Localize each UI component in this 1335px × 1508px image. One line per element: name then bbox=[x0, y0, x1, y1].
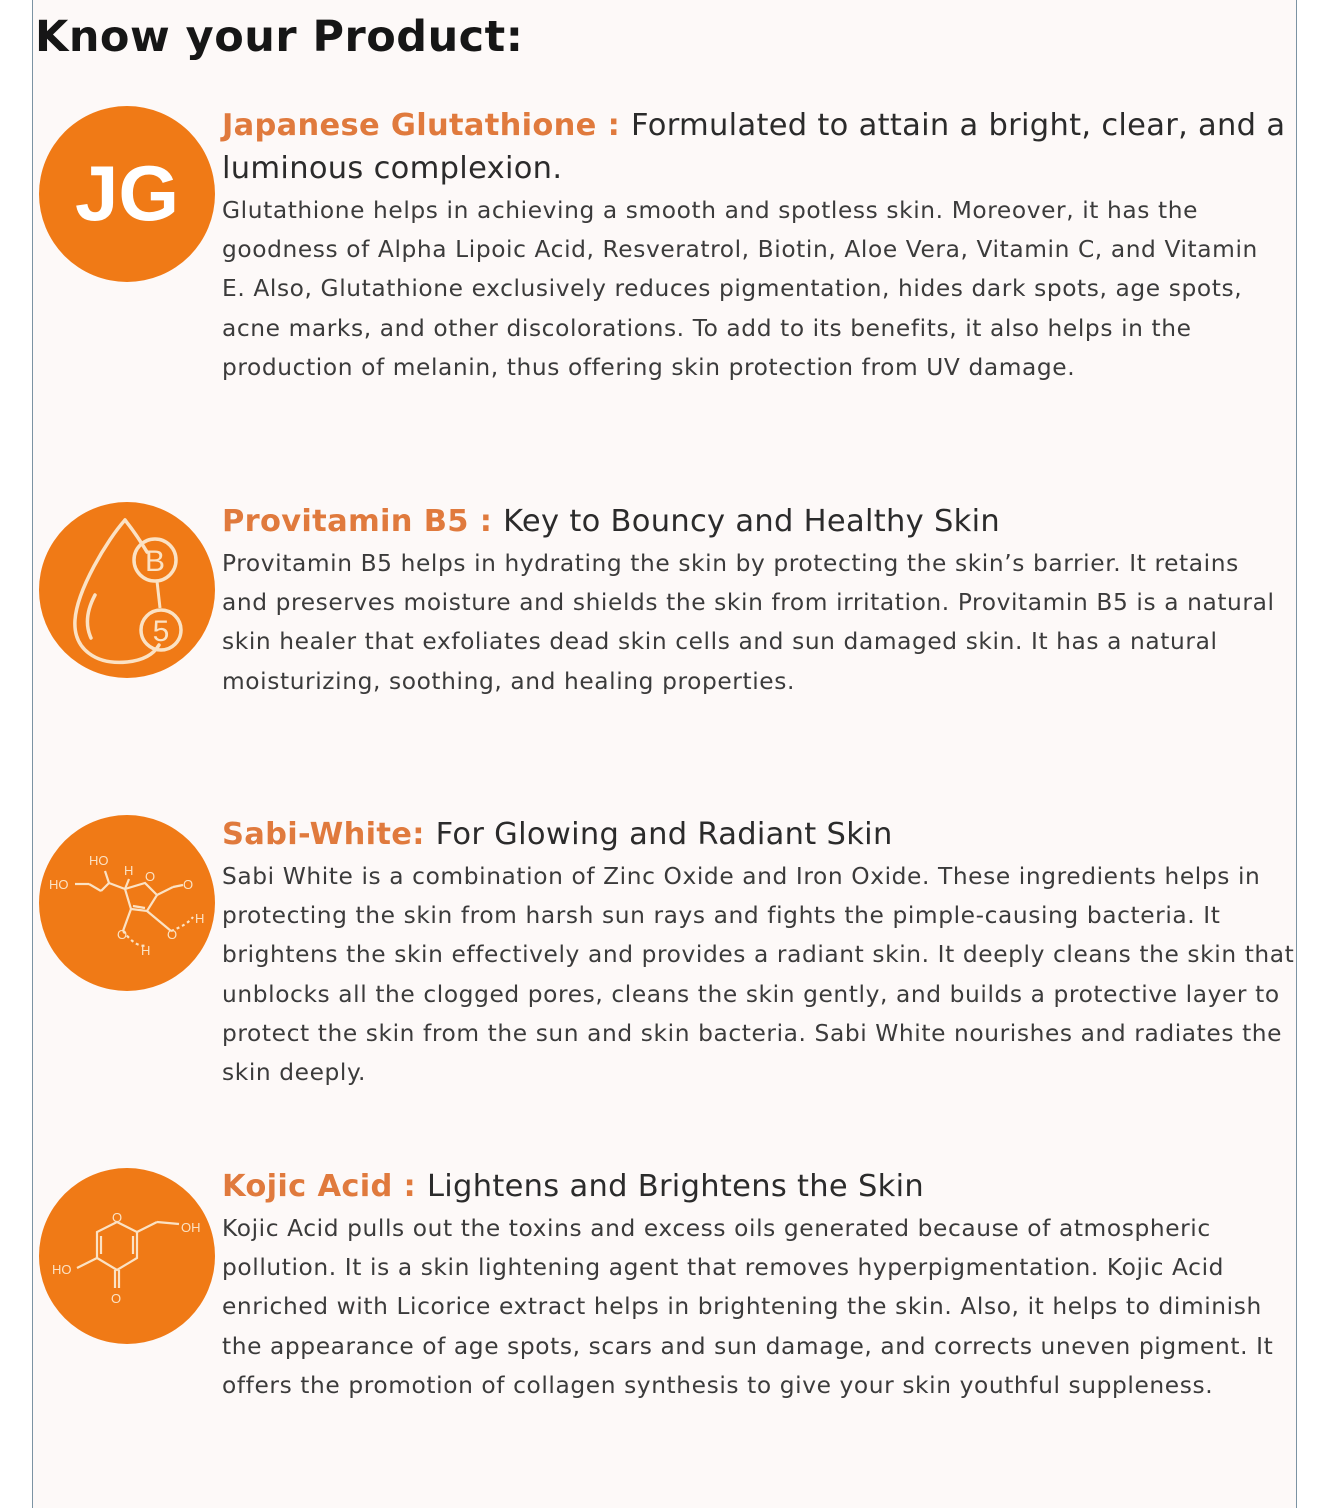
ingredient-tagline: Lightens and Brightens the Skin bbox=[426, 1169, 924, 1204]
svg-text:5: 5 bbox=[152, 615, 170, 648]
svg-text:HO: HO bbox=[49, 877, 69, 892]
ingredient-tagline: Formulated to attain a bright, clear, and a luminous complexion. bbox=[222, 108, 1286, 186]
svg-text:H: H bbox=[124, 863, 134, 878]
ingredient-name: Sabi-White: bbox=[222, 817, 425, 852]
svg-text:O: O bbox=[167, 927, 178, 942]
ingredient-heading bbox=[222, 813, 1297, 856]
ingredient-description: Provitamin B5 helps in hydrating the skin by protecting the skin’s barrier. It retains and preserves moisture and shields the skin from irritation. Provitamin B5 is a natural skin healer that exfoliates dead skin cells and sun damaged skin. It has a natural moisturizing, soothing, and healing properties. bbox=[222, 550, 1275, 695]
ingredient-name: Provitamin B5 : bbox=[222, 504, 493, 539]
svg-text:B: B bbox=[144, 545, 166, 578]
svg-text:O: O bbox=[111, 1291, 122, 1306]
ingredient-heading bbox=[222, 1165, 1297, 1208]
ingredient-heading bbox=[222, 104, 1297, 190]
ingredient-description: Kojic Acid pulls out the toxins and excess oils generated because of atmospheric pollution. It is a skin lightening agent that removes hyperpigmentation. Kojic Acid enriched with Licorice extract helps in brightening the skin. Also, it helps to diminish the appearance of age spots, scars and sun damage, and corrects uneven pigment. It offers the promotion of collagen synthesis to give your skin youthful suppleness. bbox=[222, 1215, 1274, 1399]
svg-text:HO: HO bbox=[52, 1262, 72, 1277]
kojic-acid-molecule-icon bbox=[37, 1166, 219, 1348]
svg-text:JG: JG bbox=[74, 149, 180, 237]
svg-text:O: O bbox=[145, 869, 156, 884]
svg-text:H: H bbox=[195, 911, 205, 926]
ingredient-name: Japanese Glutathione : bbox=[222, 108, 621, 143]
page-title: Know your Product: bbox=[35, 12, 524, 62]
ingredient-name: Kojic Acid : bbox=[222, 1169, 417, 1204]
svg-text:O: O bbox=[183, 877, 194, 892]
svg-text:H: H bbox=[141, 943, 151, 958]
vitamin-b5-drop-icon bbox=[37, 500, 219, 682]
ingredient-tagline: For Glowing and Radiant Skin bbox=[435, 817, 893, 852]
ingredient-heading bbox=[222, 500, 1297, 543]
svg-text:HO: HO bbox=[89, 853, 109, 868]
molecule-structure-icon bbox=[37, 813, 219, 995]
ingredient-description: Glutathione helps in achieving a smooth and spotless skin. Moreover, it has the goodness of Alpha Lipoic Acid, Resveratrol, Biotin, Aloe Vera, Vitamin C, and Vitamin E. Also, Glutathione exclusively reduces pigmentation, hides dark spots, age spots, acne marks, and other discolorations. To add to its benefits, it also helps in the production of melanin, thus offering skin protection from UV damage. bbox=[222, 197, 1258, 381]
svg-text:O: O bbox=[117, 927, 128, 942]
ingredient-description: Sabi White is a combination of Zinc Oxide and Iron Oxide. These ingredients helps in protecting the skin from harsh sun rays and fights the pimple-causing bacteria. It brightens the skin effectively and provides a radiant skin. It deeply cleans the skin that unblocks all the clogged pores, cleans the skin gently, and builds a protective layer to protect the skin from the sun and skin bacteria. Sabi White nourishes and radiates the skin deeply. bbox=[222, 863, 1295, 1087]
ingredient-tagline: Key to Bouncy and Healthy Skin bbox=[503, 504, 1000, 539]
svg-text:O: O bbox=[112, 1210, 123, 1225]
jg-monogram-icon bbox=[37, 104, 219, 286]
svg-text:OH: OH bbox=[181, 1220, 201, 1235]
